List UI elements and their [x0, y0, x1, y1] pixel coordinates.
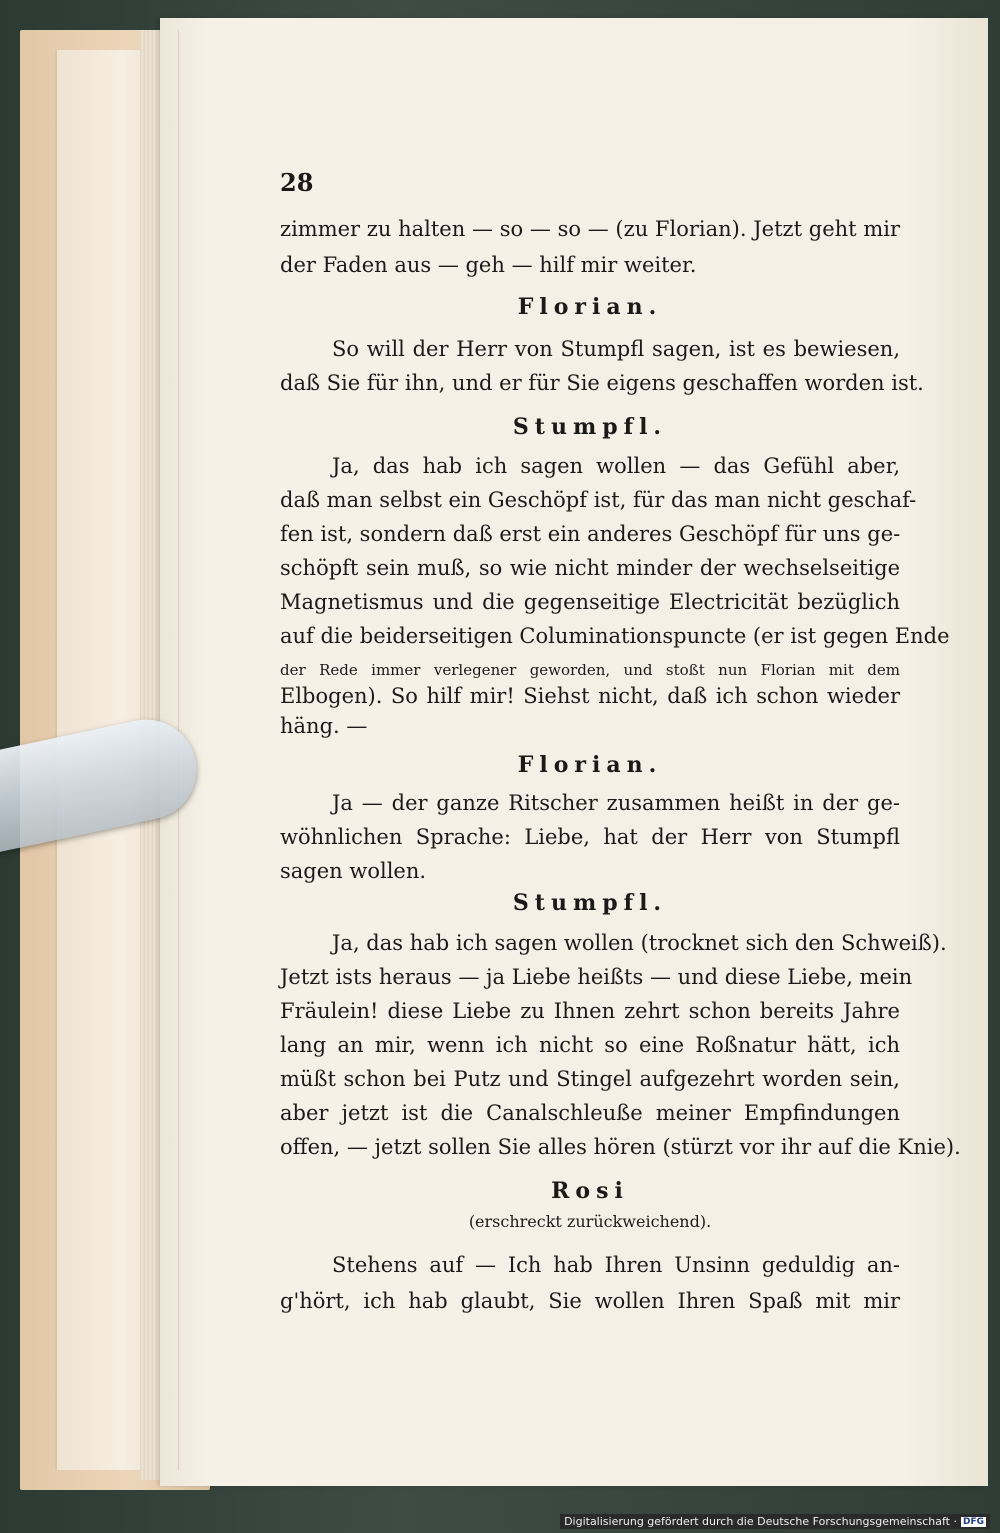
text-line: So will der Herr von Stumpfl sagen, ist es bewiesen, — [332, 337, 900, 361]
text-line: der Faden aus — geh — hilf mir weiter. — [280, 253, 697, 277]
text-line: müßt schon bei Putz und Stingel aufgezehrt worden sein, — [280, 1067, 900, 1091]
text-line: Ja, das hab ich sagen wollen (trocknet sich den Schweiß). — [332, 931, 947, 955]
speaker-name: Stumpfl. — [512, 414, 668, 440]
text-line: Ja, das hab ich sagen wollen — das Gefühl aber, — [332, 454, 900, 478]
text-line: offen, — jetzt sollen Sie alles hören (stürzt vor ihr auf die Knie). — [280, 1135, 961, 1159]
speaker-name: Rosi — [551, 1178, 629, 1204]
text-line: lang an mir, wenn ich nicht so eine Roßnatur hätt, ich — [280, 1033, 900, 1057]
text-line: Jetzt ists heraus — ja Liebe heißts — und diese Liebe, mein — [280, 965, 913, 989]
speaker-name: Stumpfl. — [512, 890, 668, 916]
text-line: aber jetzt ist die Canalschleuße meiner Empfindungen — [280, 1101, 900, 1125]
text-line: wöhnlichen Sprache: Liebe, hat der Herr von Stumpfl — [280, 825, 900, 849]
text-line: g'hört, ich hab glaubt, Sie wollen Ihren Spaß mit mir — [280, 1289, 900, 1313]
text-line: der Rede immer verlegener geworden, und stoßt nun Florian mit dem — [280, 661, 900, 679]
stage-direction: (erschreckt zurückweichend). — [468, 1212, 712, 1231]
text-line: Stehens auf — Ich hab Ihren Unsinn geduldig an- — [332, 1253, 900, 1277]
speaker-name: Florian. — [517, 752, 663, 778]
text-line: häng. — — [280, 714, 368, 738]
text-line: daß Sie für ihn, und er für Sie eigens geschaffen worden ist. — [280, 371, 924, 395]
text-line: zimmer zu halten — so — so — (zu Florian). Jetzt geht mir — [280, 217, 900, 241]
dfg-logo-icon: DFG — [962, 1516, 984, 1527]
speaker-name: Florian. — [517, 294, 663, 320]
credit-text: Digitalisierung gefördert durch die Deutsche Forschungsgemeinschaft · — [564, 1515, 957, 1528]
text-line: Elbogen). So hilf mir! Siehst nicht, daß ich schon wieder — [280, 684, 900, 708]
page-number: 28 — [280, 168, 314, 197]
text-line: Ja — der ganze Ritscher zusammen heißt in der ge- — [332, 791, 900, 815]
text-line: Magnetismus und die gegenseitige Electricität bezüglich — [280, 590, 900, 614]
text-line: fen ist, sondern daß erst ein anderes Geschöpf für uns ge- — [280, 522, 901, 546]
text-line: auf die beiderseitigen Columinationspuncte (er ist gegen Ende — [280, 624, 950, 648]
digitization-credit — [560, 1514, 990, 1529]
text-line: Fräulein! diese Liebe zu Ihnen zehrt schon bereits Jahre — [280, 999, 900, 1023]
text-line: sagen wollen. — [280, 859, 427, 883]
text-line: daß man selbst ein Geschöpf ist, für das man nicht geschaf- — [280, 488, 917, 512]
text-line: schöpft sein muß, so wie nicht minder der wechselseitige — [280, 556, 900, 580]
